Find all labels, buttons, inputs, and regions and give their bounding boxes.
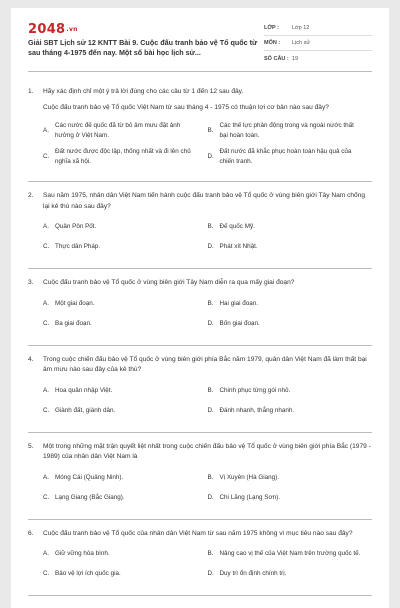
question-row	[28, 529, 372, 540]
question-row	[28, 87, 372, 98]
option-letter: D.	[207, 243, 214, 250]
option-letter: A.	[43, 223, 49, 230]
meta-label: LỚP :	[264, 25, 279, 31]
answer-option[interactable]	[208, 567, 373, 581]
answer-option[interactable]	[208, 547, 373, 561]
question-number: 6.	[28, 529, 34, 537]
question-block	[28, 278, 372, 346]
answer-option[interactable]	[43, 297, 208, 311]
answer-option[interactable]	[208, 240, 373, 254]
answer-option[interactable]	[43, 384, 208, 398]
question-text: Cuộc đấu tranh bảo vệ Tổ quốc của nhân dân Việt Nam từ sau năm 1975 không vì mục tiêu nào sau đây?	[43, 529, 353, 537]
option-letter: B.	[207, 473, 214, 481]
meta-value: 19	[292, 55, 299, 62]
meta-row-subject	[264, 36, 372, 51]
question-row	[28, 191, 372, 212]
option-text: Chinh phục từng gói nhỏ.	[219, 386, 291, 394]
option-text: Hai giai đoạn.	[219, 299, 259, 307]
document-header	[28, 8, 372, 72]
option-letter: A.	[43, 127, 49, 134]
question-text: Sau năm 1975, nhân dân Việt Nam tiến hành cuộc đấu tranh bảo vệ Tổ quốc ở vùng biên giới Tây Nam chống lại kẻ thù nào sau đây?	[43, 192, 366, 210]
option-text: Lạng Giang (Bắc Giang).	[55, 493, 125, 501]
document-title: Giải SBT Lịch sử 12 KNTT Bài 9. Cuộc đấu tranh bảo vệ Tổ quốc từ sau tháng 4-1975 đến nay. Một số bài học lịch sử...	[28, 38, 258, 57]
question-number: 5.	[28, 442, 34, 450]
answer-option[interactable]	[43, 220, 208, 234]
question-stem: Cuộc đấu tranh bảo vệ Tổ quốc Việt Nam từ sau tháng 4 - 1975 có thuận lợi cơ bản nào sau đây?	[43, 103, 329, 111]
option-letter: C.	[43, 319, 50, 327]
option-text: Thực dân Pháp.	[55, 243, 101, 250]
option-letter: C.	[43, 570, 50, 577]
question-block	[28, 355, 372, 433]
site-logo[interactable]	[28, 22, 78, 37]
meta-value: Lịch sử	[292, 40, 311, 46]
option-text: Chi Lăng (Lạng Sơn).	[219, 493, 280, 501]
option-text: Bốn giai đoạn.	[219, 319, 260, 327]
option-text: Một giai đoạn.	[55, 299, 95, 307]
answer-options	[43, 121, 372, 173]
answer-option[interactable]	[208, 471, 373, 485]
answer-option[interactable]	[43, 147, 208, 167]
answer-option[interactable]	[43, 547, 208, 561]
option-letter: C.	[43, 493, 50, 501]
answer-option[interactable]	[43, 491, 208, 505]
answer-option[interactable]	[208, 491, 373, 505]
question-text: Một trong những mặt trận quyết liệt nhất trong cuộc chiến đấu bảo vệ Tổ quốc ở vùng biên giới phía Bắc (1979 - 1989) của nhân dân Việt Nam là	[43, 442, 371, 460]
option-text: Đánh nhanh, thắng nhanh.	[219, 406, 295, 414]
question-row	[28, 278, 372, 289]
question-number: 3.	[28, 279, 34, 286]
option-text: Duy trì ổn định chính trị.	[219, 570, 287, 577]
meta-value: Lớp 12	[292, 25, 310, 31]
answer-options	[43, 297, 372, 337]
answer-option[interactable]	[208, 121, 373, 141]
answer-option[interactable]	[208, 147, 373, 167]
option-text: Giữ vững hòa bình.	[55, 550, 110, 557]
option-text: Đất nước đã khắc phục hoàn toàn hậu quả của chiến tranh.	[219, 148, 352, 165]
answer-options	[43, 220, 372, 260]
option-letter: B.	[207, 550, 214, 557]
document-meta	[264, 21, 372, 66]
option-text: Đất nước được độc lập, thống nhất và đi lên chủ nghĩa xã hội.	[55, 148, 191, 165]
option-letter: A.	[43, 550, 49, 557]
question-number: 1.	[28, 88, 34, 95]
question-block	[28, 442, 372, 520]
question-number: 2.	[28, 192, 34, 199]
answer-option[interactable]	[208, 317, 373, 331]
question-number: 4.	[28, 355, 34, 363]
option-letter: B.	[207, 386, 214, 394]
option-letter: C.	[43, 243, 50, 250]
option-text: Vị Xuyên (Hà Giang).	[219, 473, 279, 481]
meta-label: MÔN :	[264, 40, 281, 46]
option-letter: C.	[43, 406, 50, 414]
question-row	[28, 442, 372, 463]
logo-suffix: .vn	[66, 26, 78, 33]
option-letter: D.	[207, 493, 214, 501]
answer-options	[43, 384, 372, 424]
option-text: Ba giai đoạn.	[55, 319, 92, 327]
answer-options	[43, 471, 372, 511]
meta-label: SỐ CÂU :	[264, 55, 289, 62]
option-text: Nâng cao vị thế của Việt Nam trên trường quốc tế.	[219, 550, 361, 557]
answer-option[interactable]	[43, 567, 208, 581]
answer-option[interactable]	[208, 384, 373, 398]
answer-option[interactable]	[43, 317, 208, 331]
answer-option[interactable]	[43, 404, 208, 418]
option-letter: B.	[207, 127, 214, 134]
option-letter: A.	[43, 299, 49, 307]
answer-option[interactable]	[43, 240, 208, 254]
question-text: Cuộc đấu tranh bảo vệ Tổ quốc ở vùng biên giới Tây Nam diễn ra qua mấy giai đoạn?	[43, 279, 295, 286]
answer-option[interactable]	[208, 297, 373, 311]
option-text: Các nước đế quốc đã từ bỏ âm mưu đặt ảnh hưởng ở Việt Nam.	[55, 122, 181, 139]
option-letter: D.	[207, 570, 214, 577]
option-letter: D.	[207, 406, 214, 414]
option-text: Phát xít Nhật.	[219, 243, 258, 250]
question-text: Trong cuộc chiến đấu bảo vệ Tổ quốc ở vùng biên giới phía Bắc năm 1979, quân dân Việt Nam đã làm thất bại âm mưu nào sau đây của kẻ thù?	[43, 355, 367, 373]
meta-row-grade	[264, 21, 372, 36]
question-block	[28, 191, 372, 269]
answer-option[interactable]	[43, 471, 208, 485]
question-list	[28, 72, 372, 596]
option-text: Các thế lực phản động trong và ngoài nước thất bại hoàn toàn.	[219, 122, 354, 139]
document-page	[11, 8, 389, 608]
option-letter: C.	[43, 153, 50, 160]
option-letter: B.	[207, 299, 214, 307]
question-row	[28, 355, 372, 376]
answer-option[interactable]	[208, 220, 373, 234]
option-letter: D.	[207, 319, 214, 327]
option-letter: A.	[43, 473, 49, 481]
answer-options	[43, 547, 372, 587]
logo-text: 2048	[28, 22, 66, 37]
option-text: Hoa quân nhập Việt.	[55, 386, 113, 394]
option-text: Quân Pôn Pốt.	[55, 223, 97, 230]
option-letter: D.	[207, 153, 214, 160]
question-block	[28, 529, 372, 597]
meta-row-count	[264, 51, 372, 66]
question-block	[28, 87, 372, 182]
answer-option[interactable]	[208, 404, 373, 418]
option-letter: B.	[207, 223, 214, 230]
answer-option[interactable]	[43, 121, 208, 141]
option-text: Đế quốc Mỹ.	[219, 223, 255, 230]
question-text: Hãy xác định chỉ một ý trả lời đúng cho các câu từ 1 đến 12 sau đây.	[43, 88, 244, 95]
option-text: Bảo vệ lợi ích quốc gia.	[55, 570, 121, 577]
option-text: Giành đất, giành dân.	[55, 406, 116, 414]
option-text: Móng Cái (Quảng Ninh).	[55, 473, 124, 481]
option-letter: A.	[43, 386, 49, 394]
